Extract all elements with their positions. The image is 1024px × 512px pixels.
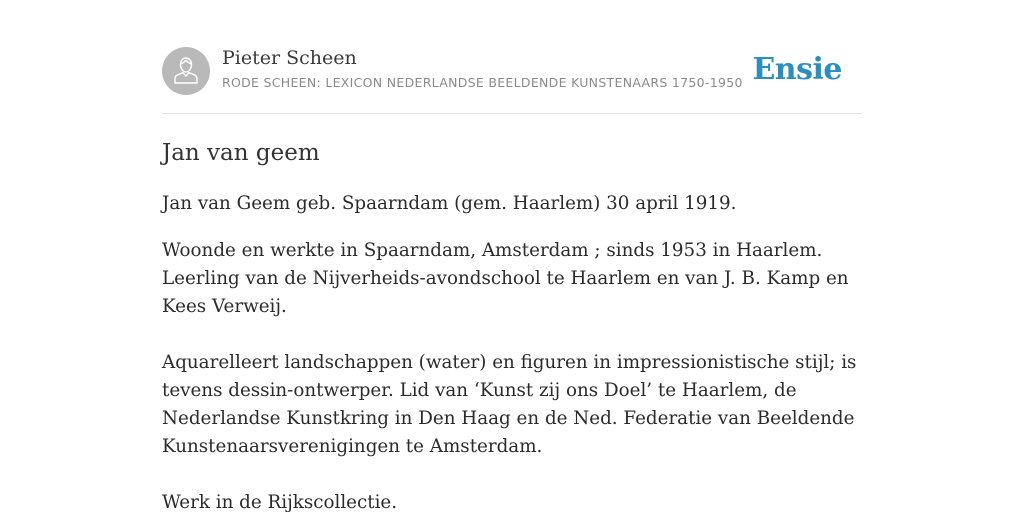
entry-paragraph: Werk in de Rijkscollectie. [162,492,398,512]
entry-paragraph: Woonde en werkte in Spaarndam, Amsterdam ; sinds 1953 in Haarlem. Leerling van de Nijverheids-avondschool te Haarlem en van J. B. Kamp en Kees Verweij. [162,240,849,317]
entry-paragraph: Aquarelleert landschappen (water) en figuren in impressionistische stijl; is tevens dessin-ontwerper. Lid van ‘Kunst zij ons Doel’ te Haarlem, de Nederlandse Kunstkring in Den Haag en de Ned. Federatie van Beeldende Kunstenaarsverenigingen te Amsterdam. [162,352,857,457]
entry-title: Jan van geem [162,140,320,166]
ensie-logo[interactable]: Ensie [752,52,842,87]
entry-paragraph: Jan van Geem geb. Spaarndam (gem. Haarlem) 30 april 1919. [162,193,737,214]
entry-body [162,190,864,512]
source-title[interactable]: RODE SCHEEN: LEXICON NEDERLANDSE BEELDENDE KUNSTENAARS 1750-1950 [222,75,743,90]
entry-header [162,46,862,96]
header-divider [162,113,862,114]
author-avatar[interactable] [162,47,210,95]
author-name[interactable]: Pieter Scheen [222,47,357,69]
user-silhouette-icon [162,47,210,95]
